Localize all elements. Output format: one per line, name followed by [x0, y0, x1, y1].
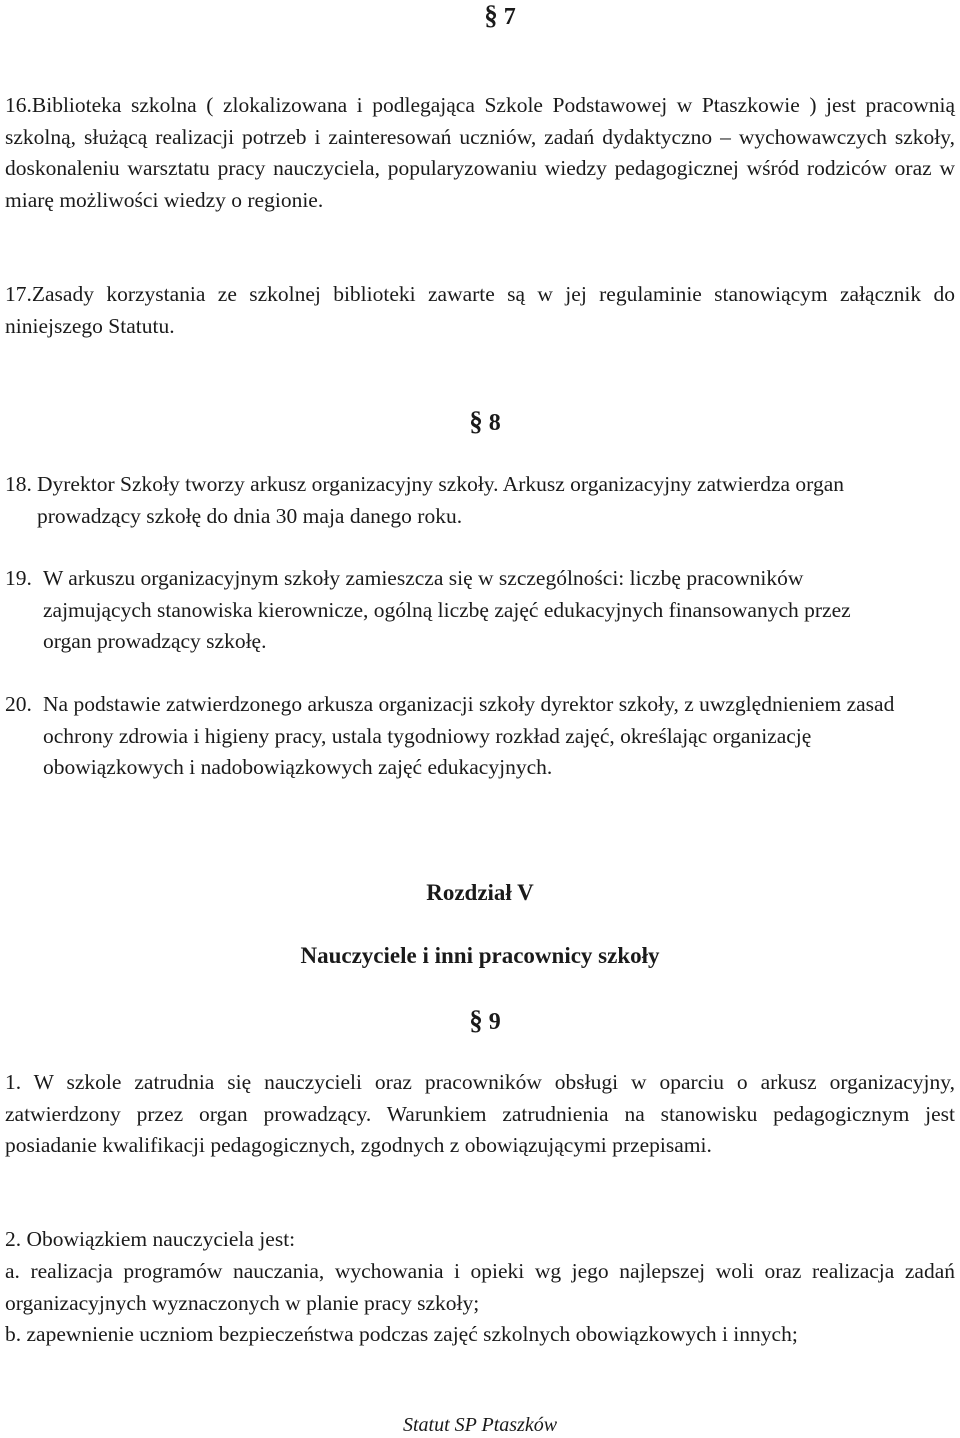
section-symbol: § — [469, 406, 483, 436]
paragraph-17 — [5, 279, 955, 342]
section-number: 9 — [488, 1009, 501, 1035]
section-number: 8 — [488, 410, 501, 436]
section-8-heading — [455, 406, 515, 438]
section-7-heading — [470, 0, 530, 32]
paragraph-text: W arkuszu organizacyjnym szkoły zamieszcza się w szczególności: liczbę pracowników zajmujących stanowiska kierownicze, ogólną liczbę zajęć edukacyjnych finansowanych przez organ prowadzący szkołę. — [43, 566, 851, 653]
item-1: 1. W szkole zatrudnia się nauczycieli oraz pracowników obsługi w oparciu o arkusz organizacyjny, zatwierdzony przez organ prowadzący. Warunkiem zatrudnienia na stanowisku pedagogicznym jest posiadanie kwalifikacji pedagogicznych, zgodnych z obowiązującymi przepisami. — [5, 1070, 955, 1157]
paragraph-number: 19. — [5, 566, 32, 590]
item-2: 2. Obowiązkiem nauczyciela jest: — [5, 1227, 296, 1251]
paragraph-16 — [5, 90, 955, 216]
paragraph-number: 18. — [5, 472, 32, 496]
section-symbol: § — [484, 0, 498, 30]
item-2b: b. zapewnienie uczniom bezpieczeństwa podczas zajęć szkolnych obowiązkowych i innych; — [5, 1322, 798, 1346]
paragraph-number: 17. — [5, 282, 32, 306]
section-symbol: § — [469, 1005, 483, 1035]
item-2a: a. realizacja programów nauczania, wychowania i opieki wg jego najlepszej woli oraz realizacja zadań organizacyjnych wyznaczonych w planie pracy szkoły; — [5, 1259, 955, 1315]
paragraph-text: Biblioteka szkolna ( zlokalizowana i podlegająca Szkole Podstawowej w Ptaszkowie ) jest pracownią szkolną, służącą realizacji potrzeb i zainteresowań uczniów, zadań dydaktyczno – wychowawczych szkoły, doskonaleniu warsztatu pracy nauczyciela, popularyzowaniu wiedzy pedagogicznej wśród rodziców oraz w miarę możliwości wiedzy o regionie. — [5, 93, 955, 212]
paragraph-number: 20. — [5, 692, 32, 716]
chapter-subtitle: Nauczyciele i inni pracownicy szkoły — [300, 943, 660, 968]
section-number: 7 — [503, 4, 516, 30]
paragraph-text: Zasady korzystania ze szkolnej biblioteki zawarte są w jej regulaminie stanowiącym załącznik do niniejszego Statutu. — [5, 282, 955, 338]
paragraph-text: Na podstawie zatwierdzonego arkusza organizacji szkoły dyrektor szkoły, z uwzględnieniem zasad ochrony zdrowia i higieny pracy, ustala tygodniowy rozkład zajęć, określając organizację obowiązkowych i nadobowiązkowych zajęć edukacyjnych. — [43, 692, 895, 779]
page-footer: Statut SP Ptaszków — [402, 1414, 558, 1436]
section-9-heading — [455, 1005, 515, 1037]
chapter-title: Rozdział V — [426, 880, 534, 905]
paragraph-text: Dyrektor Szkoły tworzy arkusz organizacyjny szkoły. Arkusz organizacyjny zatwierdza organ prowadzący szkołę do dnia 30 maja danego roku. — [37, 472, 844, 528]
paragraph-number: 16. — [5, 93, 32, 117]
